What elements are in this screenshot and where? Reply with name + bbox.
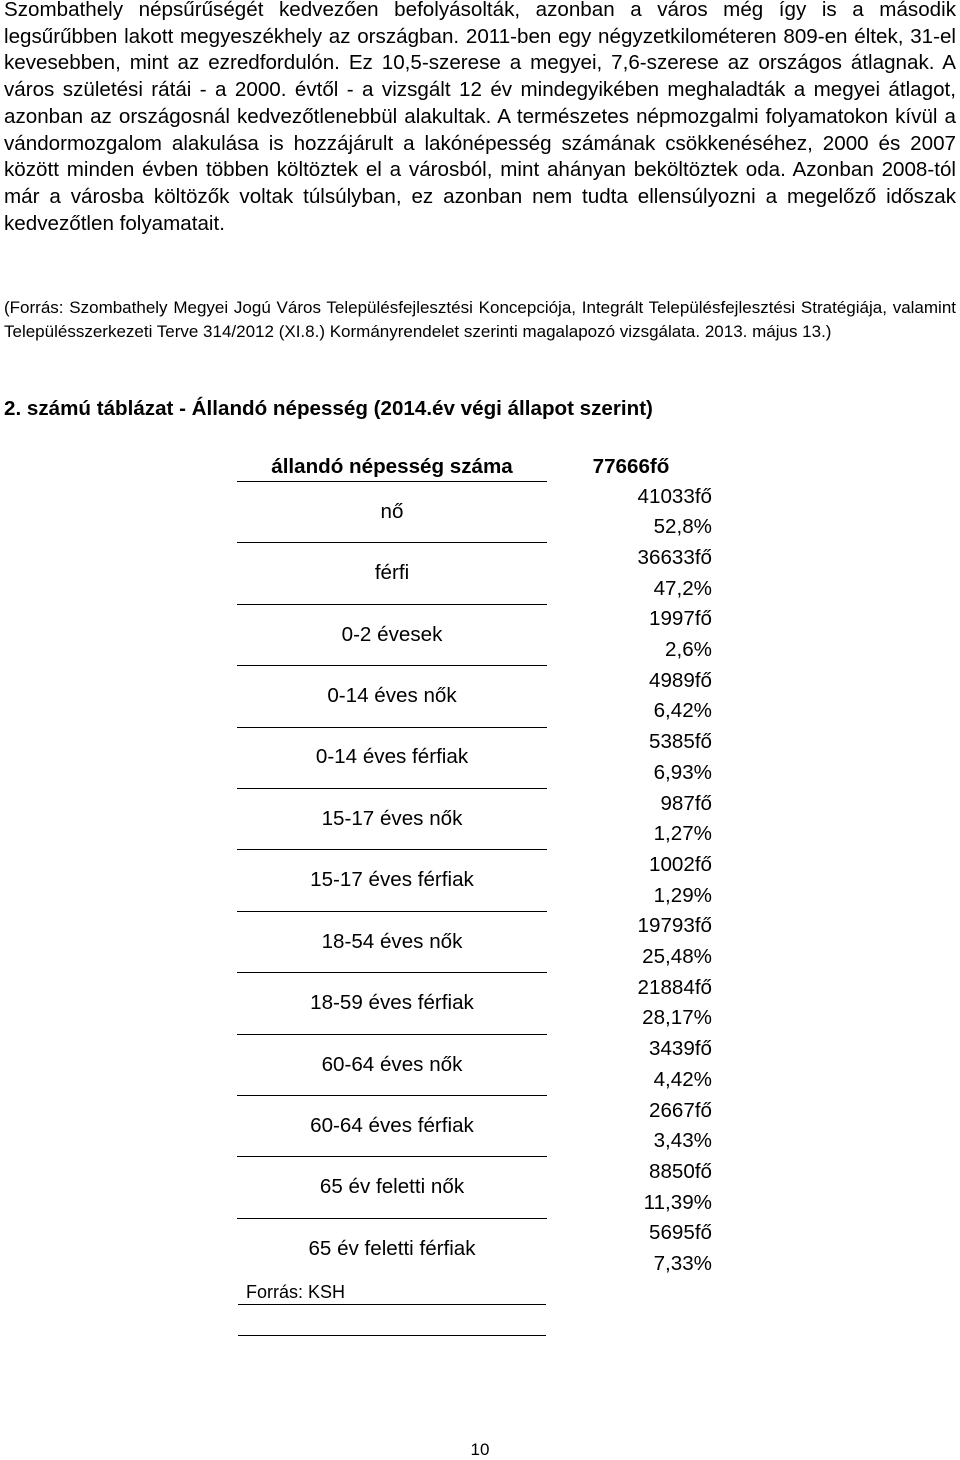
row-percent-cell: 1,27% xyxy=(653,822,712,846)
row-count-cell: 36633fő xyxy=(637,545,712,569)
row-percent-cell: 2,6% xyxy=(665,638,712,662)
row-label-cell: 0-2 évesek xyxy=(237,604,547,665)
row-label-cell: 15-17 éves férfiak xyxy=(237,850,547,911)
row-percent-cell: 1,29% xyxy=(653,883,712,907)
row-count-cell: 2667fő xyxy=(649,1098,712,1122)
table-row xyxy=(237,727,715,758)
table-row xyxy=(237,666,715,697)
table-row xyxy=(237,973,715,1004)
body-paragraph: Szombathely népsűrűségét kedvezően befolyásolták, azonban a város még így is a második legsűrűbben lakott megyeszékhely az országban. 2011-ben egy négyzetkilométeren 809-en éltek, 31-el kevesebben, mint az ezredfordulón. Ez 10,5-szerese a megyei, 7,6-szerese az országos átlagnak. A város születési rátái - a 2000. évtől - a vizsgált 12 év mindegyikében meghaladták a megyei átlagot, azonban az országosnál kedvezőtlenebbül alakultak. A természetes népmozgalmi folyamatokon kívül a vándormozgalom alakulása is hozzájárult a lakónépesség számának csökkenéséhez, 2000 és 2007 között minden évben többen költöztek el a városból, mint ahányan beköltöztek oda. Azonban 2008-tól már a városba költözők voltak túlsúlyban, ez azonban nem tudta ellensúlyozni a megelőző időszak kedvezőtlen folyamatait. xyxy=(4,0,956,235)
table-row xyxy=(237,1034,715,1065)
row-percent-cell: 6,93% xyxy=(653,760,712,784)
table-title: 2. számú táblázat - Állandó népesség (2014.év végi állapot szerint) xyxy=(4,397,653,420)
row-label-cell: 60-64 éves férfiak xyxy=(237,1096,547,1157)
row-label-cell: 18-54 éves nők xyxy=(237,911,547,972)
row-count-cell: 8850fő xyxy=(649,1159,712,1183)
row-percent-cell: 11,39% xyxy=(643,1190,712,1214)
row-count-cell: 987fő xyxy=(660,791,712,815)
row-percent-cell: 7,33% xyxy=(653,1252,712,1276)
table-source-note: Forrás: KSH xyxy=(246,1282,346,1302)
table-row xyxy=(237,850,715,881)
page-number: 10 xyxy=(470,1440,490,1459)
row-percent-cell: 6,42% xyxy=(653,699,712,723)
row-percent-cell: 25,48% xyxy=(642,945,712,969)
row-count-cell: 41033fő xyxy=(637,484,712,508)
table-header-row xyxy=(237,452,715,482)
row-count-cell: 4989fő xyxy=(649,668,712,692)
row-label-cell: férfi xyxy=(237,543,547,604)
population-table xyxy=(237,452,715,1280)
row-count-cell: 21884fő xyxy=(637,975,712,999)
header-label-cell: állandó népesség száma xyxy=(237,452,547,482)
row-label-cell: 15-17 éves nők xyxy=(237,789,547,850)
header-value-cell: 77666fő xyxy=(592,455,670,479)
row-count-cell: 1997fő xyxy=(649,607,712,631)
source-paragraph: (Forrás: Szombathely Megyei Jogú Város Településfejlesztési Koncepciója, Integrált Településfejlesztési Stratégiája, valamint Településszerkezeti Terve 314/2012 (XI.8.) Kormányrendelet szerinti magalapozó vizsgálata. 2013. május 13.) xyxy=(4,298,956,341)
row-count-cell: 3439fő xyxy=(649,1037,712,1061)
table-row xyxy=(237,1096,715,1127)
table-row xyxy=(237,482,715,513)
row-count-cell: 5695fő xyxy=(649,1221,712,1245)
table-row xyxy=(237,604,715,635)
row-count-cell: 5385fő xyxy=(649,730,712,754)
row-label-cell: nő xyxy=(380,499,404,523)
row-count-cell: 19793fő xyxy=(637,914,712,938)
row-count-cell: 1002fő xyxy=(649,852,712,876)
row-percent-cell: 52,8% xyxy=(653,515,712,539)
row-percent-cell: 4,42% xyxy=(653,1067,712,1091)
table-row xyxy=(237,789,715,820)
row-label-cell: 65 év feletti férfiak xyxy=(237,1218,547,1279)
table-row xyxy=(237,543,715,574)
table-row xyxy=(237,1218,715,1249)
divider-line xyxy=(238,1335,546,1336)
table-row xyxy=(237,1157,715,1188)
row-label-cell: 0-14 éves férfiak xyxy=(237,727,547,788)
divider-line xyxy=(238,1304,546,1305)
row-percent-cell: 28,17% xyxy=(642,1006,712,1030)
row-label-cell: 65 év feletti nők xyxy=(237,1157,547,1218)
row-label-cell: 0-14 éves nők xyxy=(237,666,547,727)
row-percent-cell: 3,43% xyxy=(653,1129,712,1153)
row-label-cell: 18-59 éves férfiak xyxy=(237,973,547,1034)
row-label-cell: 60-64 éves nők xyxy=(237,1034,547,1095)
table-row xyxy=(237,911,715,942)
row-percent-cell: 47,2% xyxy=(653,576,712,600)
